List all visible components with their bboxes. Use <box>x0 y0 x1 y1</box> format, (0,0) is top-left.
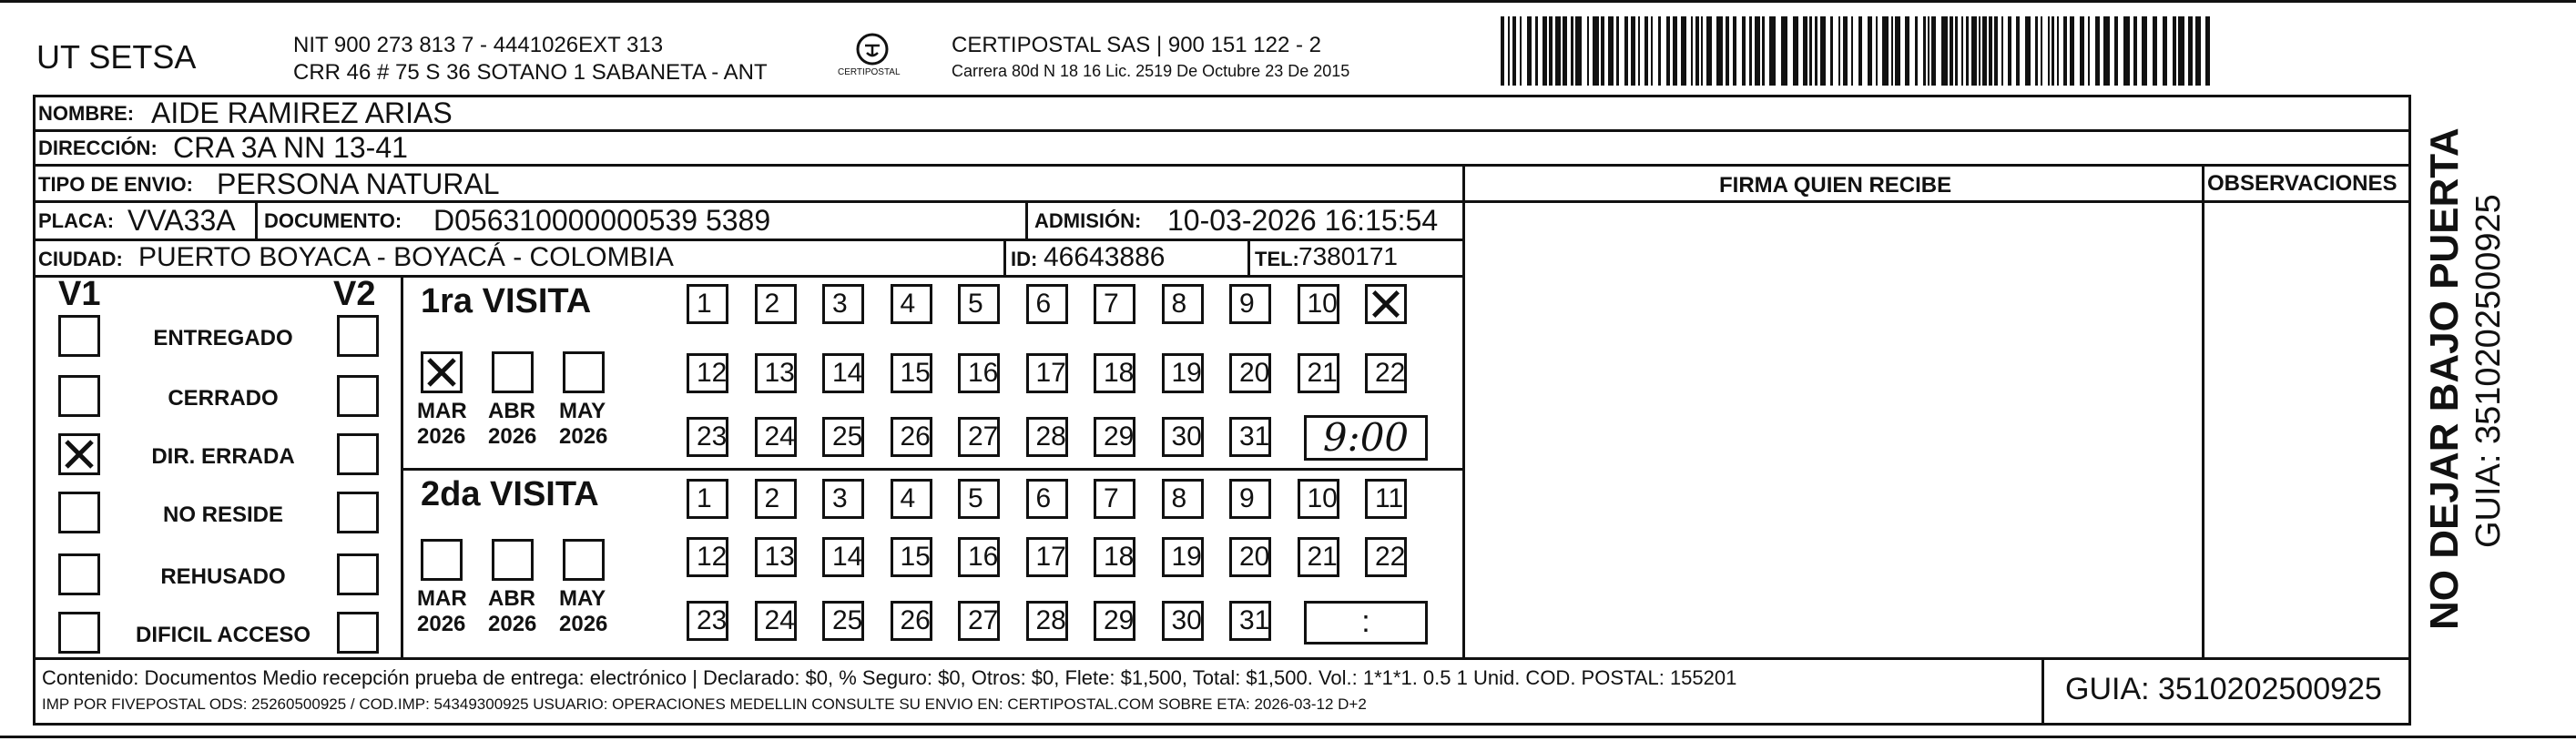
barcode-bar <box>1549 16 1553 86</box>
barcode-bar <box>1950 16 1953 86</box>
month-label: MAY <box>559 399 606 423</box>
certipostal-name: CERTIPOSTAL SAS | 900 151 122 - 2 <box>952 33 1321 57</box>
day-box[interactable]: 24 <box>755 417 797 457</box>
barcode-bar <box>2114 16 2118 86</box>
day-box[interactable]: 7 <box>1094 479 1135 519</box>
barcode-bar <box>2080 16 2084 86</box>
v1-checkbox[interactable] <box>58 553 100 595</box>
v1-header: V1 <box>58 275 101 313</box>
barcode-bar <box>1961 16 1963 86</box>
barcode-bar <box>1601 16 1604 86</box>
v2-header: V2 <box>333 275 376 313</box>
status-label: ENTREGADO <box>153 326 293 350</box>
barcode-bar <box>1691 16 1693 86</box>
day-box[interactable]: 23 <box>687 417 728 457</box>
barcode-bar <box>2057 16 2059 86</box>
col-line <box>2041 657 2044 726</box>
year-label: 2026 <box>417 612 466 636</box>
barcode-bar <box>1631 16 1635 86</box>
barcode-bar <box>1971 16 1977 86</box>
company-nit: NIT 900 273 813 7 - 4441026EXT 313 <box>293 33 664 57</box>
barcode-bar <box>1868 16 1872 86</box>
day-box[interactable]: 12 <box>687 537 728 577</box>
bottom-border <box>0 736 2576 738</box>
time-box[interactable]: 9:00 <box>1304 415 1428 461</box>
day-box[interactable]: 13 <box>755 353 797 393</box>
day-box[interactable]: 15 <box>891 353 932 393</box>
barcode-bar <box>1769 16 1776 86</box>
barcode-bar <box>1706 16 1712 86</box>
barcode-bar <box>1726 16 1729 86</box>
day-box[interactable]: 12 <box>687 353 728 393</box>
day-box[interactable]: 29 <box>1094 417 1135 457</box>
day-box[interactable]: 5 <box>958 284 1000 324</box>
barcode-bar <box>1803 16 1807 86</box>
day-box[interactable]: 27 <box>958 417 1000 457</box>
recipient-address: CRA 3A NN 13-41 <box>173 131 408 164</box>
day-box[interactable]: 2 <box>755 479 797 519</box>
v1-checkbox[interactable] <box>58 492 100 533</box>
day-box[interactable]: 30 <box>1162 601 1204 641</box>
barcode-bar <box>1762 16 1765 86</box>
barcode-bar <box>2205 16 2210 86</box>
imp-line: IMP POR FIVEPOSTAL ODS: 25260500925 / COD.IMP: 54349300925 USUARIO: OPERACIONES MEDELLIN CONSULTE SU ENVIO EN: CERTIPOSTAL.COM SOBRE ETA: 2026-03-12 D+2 <box>42 695 1367 713</box>
day-box[interactable]: 21 <box>1298 537 1339 577</box>
row-line <box>33 657 2411 660</box>
barcode-bar <box>2095 16 2100 86</box>
row-line <box>33 275 1464 278</box>
day-box[interactable]: 17 <box>1026 537 1068 577</box>
barcode-bar <box>1543 16 1547 86</box>
barcode-bar <box>1966 16 1969 86</box>
day-box[interactable]: 7 <box>1094 284 1135 324</box>
day-box[interactable]: 23 <box>687 601 728 641</box>
barcode-bar <box>1681 16 1686 86</box>
barcode-bar <box>1638 16 1640 86</box>
month-checkbox[interactable] <box>563 539 605 581</box>
barcode-bar <box>1651 16 1653 86</box>
day-box[interactable]: 27 <box>958 601 1000 641</box>
day-box[interactable]: 25 <box>822 417 864 457</box>
company-name: UT SETSA <box>36 38 197 76</box>
barcode-bar <box>2008 16 2011 86</box>
status-label: DIFICIL ACCESO <box>135 623 311 647</box>
col-line <box>255 202 258 239</box>
barcode-bar <box>1624 16 1628 86</box>
barcode-bar <box>1501 16 1504 86</box>
side-guia: GUIA: 3510202500925 <box>2469 194 2508 548</box>
send-type-label: TIPO DE ENVIO: <box>38 173 193 196</box>
barcode-bar <box>1979 16 1980 86</box>
x-mark-icon <box>423 354 460 391</box>
barcode-bar <box>1843 16 1848 86</box>
day-box[interactable]: 17 <box>1026 353 1068 393</box>
barcode-bar <box>1830 16 1833 86</box>
barcode-bar <box>1931 16 1936 86</box>
day-box[interactable]: 19 <box>1162 353 1204 393</box>
barcode-bar <box>1658 16 1661 86</box>
row-line <box>401 468 1464 471</box>
barcode-bar <box>1994 16 1998 86</box>
day-box[interactable]: 30 <box>1162 417 1204 457</box>
day-box[interactable]: 10 <box>1298 284 1339 324</box>
month-checkbox[interactable] <box>421 539 463 581</box>
barcode-bar <box>1571 16 1573 86</box>
barcode-bar <box>2052 16 2054 86</box>
day-box-crossed[interactable] <box>1365 284 1407 324</box>
day-box[interactable]: 29 <box>1094 601 1135 641</box>
barcode-bar <box>1701 16 1703 86</box>
year-label: 2026 <box>417 424 466 449</box>
day-box[interactable]: 26 <box>891 417 932 457</box>
barcode-bar <box>1749 16 1752 86</box>
barcode-bar <box>1733 16 1736 86</box>
status-label: DIR. ERRADA <box>151 444 295 469</box>
day-box[interactable]: 10 <box>1298 479 1339 519</box>
day-box[interactable]: 11 <box>1365 479 1407 519</box>
year-label: 2026 <box>559 424 608 449</box>
barcode-bar <box>1838 16 1840 86</box>
month-checkbox[interactable] <box>492 351 534 393</box>
plate-label: PLACA: <box>38 209 115 232</box>
x-mark-icon <box>61 436 97 472</box>
barcode-bar <box>2041 16 2042 86</box>
day-box[interactable]: 16 <box>958 353 1000 393</box>
barcode-bar <box>1793 16 1798 86</box>
footer-guia: GUIA: 3510202500925 <box>2065 672 2382 706</box>
barcode-bar <box>1593 16 1599 86</box>
top-border <box>0 0 2576 3</box>
col-line <box>1003 240 1006 275</box>
document-value: D056310000000539 5389 <box>433 204 771 237</box>
day-box[interactable]: 14 <box>822 537 864 577</box>
col-line <box>1025 202 1028 239</box>
v2-checkbox[interactable] <box>337 492 379 533</box>
col-line <box>401 275 403 657</box>
day-box[interactable]: 1 <box>687 284 728 324</box>
barcode-bar <box>1512 16 1516 86</box>
day-box[interactable]: 3 <box>822 284 864 324</box>
barcode-bar <box>2070 16 2074 86</box>
col-line <box>2202 166 2204 658</box>
month-checkbox[interactable] <box>563 351 605 393</box>
day-box[interactable]: 25 <box>822 601 864 641</box>
barcode-bar <box>1809 16 1812 86</box>
barcode-bar <box>2063 16 2067 86</box>
barcode-bar <box>1858 16 1862 86</box>
barcode-bar <box>2035 16 2038 86</box>
barcode-bar <box>2133 16 2137 86</box>
barcode-bar <box>1895 16 1900 86</box>
observations-header: OBSERVACIONES <box>2207 171 2398 196</box>
certipostal-logo <box>836 31 909 86</box>
barcode-bar <box>2088 16 2090 86</box>
recipient-name: AIDE RAMIREZ ARIAS <box>151 96 453 129</box>
barcode-bar <box>1915 16 1918 86</box>
v1-checkbox[interactable] <box>58 433 100 475</box>
barcode-bar <box>2178 16 2184 86</box>
v1-checkbox[interactable] <box>58 612 100 654</box>
day-box[interactable]: 28 <box>1026 601 1068 641</box>
day-box[interactable]: 14 <box>822 353 864 393</box>
day-box[interactable]: 6 <box>1026 479 1068 519</box>
barcode-bar <box>1820 16 1826 86</box>
content-line: Contenido: Documentos Medio recepción prueba de entrega: electrónico | Declarado: $0, % Seguro: $0, Otros: $0, Flete: $1,500, Total: $1,500. Vol.: 1*1*1. 0.5 1 Unid. COD. POSTAL: 155201 <box>42 666 1737 689</box>
barcode-bar <box>1563 16 1567 86</box>
barcode-bar <box>1673 16 1677 86</box>
v2-checkbox[interactable] <box>337 553 379 595</box>
send-type: PERSONA NATURAL <box>217 167 500 200</box>
barcode-bar <box>1608 16 1614 86</box>
day-box[interactable]: 18 <box>1094 353 1135 393</box>
barcode-bar <box>2153 16 2157 86</box>
tel-value: 7380171 <box>1298 242 1399 270</box>
v2-checkbox[interactable] <box>337 433 379 475</box>
barcode-bar <box>1905 16 1909 86</box>
tel-label: TEL: <box>1255 248 1299 270</box>
status-label: CERRADO <box>168 386 279 411</box>
barcode-bar <box>1742 16 1746 86</box>
day-box[interactable]: 8 <box>1162 479 1204 519</box>
second-visit-title: 2da VISITA <box>421 475 599 513</box>
day-box[interactable]: 9 <box>1229 284 1271 324</box>
admission-label: ADMISIÓN: <box>1034 209 1142 232</box>
barcode-bar <box>2048 16 2050 86</box>
month-label: MAR <box>417 399 467 423</box>
city-label: CIUDAD: <box>38 248 123 270</box>
side-warning: NO DEJAR BAJO PUERTA <box>2422 127 2467 630</box>
day-box[interactable]: 20 <box>1229 537 1271 577</box>
barcode-bar <box>2163 16 2167 86</box>
day-box[interactable]: 2 <box>755 284 797 324</box>
day-box[interactable]: 24 <box>755 601 797 641</box>
time-box[interactable]: : <box>1304 601 1428 645</box>
id-label: ID: <box>1011 248 1038 270</box>
barcode-bar <box>1982 16 1987 86</box>
v2-checkbox[interactable] <box>337 612 379 654</box>
barcode-bar <box>1781 16 1787 86</box>
logo-caption: CERTIPOSTAL <box>838 67 901 77</box>
barcode-bar <box>1508 16 1510 86</box>
barcode-bar <box>1989 16 1992 86</box>
barcode-bar <box>2188 16 2193 86</box>
barcode-bar <box>2173 16 2176 86</box>
city-value: PUERTO BOYACA - BOYACÁ - COLOMBIA <box>138 242 674 272</box>
day-box[interactable]: 4 <box>891 284 932 324</box>
v2-checkbox[interactable] <box>337 375 379 417</box>
certipostal-license: Carrera 80d N 18 16 Lic. 2519 De Octubre 23 De 2015 <box>952 62 1350 80</box>
day-box[interactable]: 8 <box>1162 284 1204 324</box>
year-label: 2026 <box>488 424 537 449</box>
barcode-bar <box>2016 16 2020 86</box>
barcode-bar <box>1955 16 1958 86</box>
barcode-bar <box>1941 16 1948 86</box>
admission-value: 10-03-2026 16:15:54 <box>1167 204 1439 237</box>
day-box[interactable]: 20 <box>1229 353 1271 393</box>
barcode-bar <box>1882 16 1889 86</box>
name-label: NOMBRE: <box>38 102 135 125</box>
barcode-bar <box>2195 16 2201 86</box>
x-mark-icon <box>1368 287 1404 321</box>
year-label: 2026 <box>559 612 608 636</box>
v1-checkbox[interactable] <box>58 375 100 417</box>
col-line <box>1462 166 1465 658</box>
barcode-bar <box>1851 16 1853 86</box>
id-value: 46643886 <box>1044 242 1166 272</box>
barcode-bar <box>1587 16 1589 86</box>
month-label: MAY <box>559 586 606 611</box>
v2-checkbox[interactable] <box>337 315 379 357</box>
day-box[interactable]: 6 <box>1026 284 1068 324</box>
barcode-bar <box>2142 16 2147 86</box>
day-box[interactable]: 21 <box>1298 353 1339 393</box>
v1-checkbox[interactable] <box>58 315 100 357</box>
barcode-bar <box>1928 16 1929 86</box>
barcode-bar <box>1616 16 1619 86</box>
signature-header: FIRMA QUIEN RECIBE <box>1719 173 1952 198</box>
day-box[interactable]: 28 <box>1026 417 1068 457</box>
status-label: NO RESIDE <box>162 502 284 527</box>
month-label: ABR <box>488 399 535 423</box>
plate-value: VVA33A <box>127 204 236 237</box>
barcode-bar <box>1716 16 1723 86</box>
year-label: 2026 <box>488 612 537 636</box>
day-box[interactable]: 15 <box>891 537 932 577</box>
day-box[interactable]: 31 <box>1229 601 1271 641</box>
month-label: ABR <box>488 586 535 611</box>
day-box[interactable]: 4 <box>891 479 932 519</box>
company-address: CRR 46 # 75 S 36 SOTANO 1 SABANETA - ANT <box>293 60 768 85</box>
barcode-bar <box>1520 16 1522 86</box>
month-checkbox[interactable] <box>421 351 463 393</box>
barcode-bar <box>2001 16 2003 86</box>
day-box[interactable]: 22 <box>1365 537 1407 577</box>
address-label: DIRECCIÓN: <box>38 137 158 159</box>
document-label: DOCUMENTO: <box>264 209 402 232</box>
day-box[interactable]: 16 <box>958 537 1000 577</box>
month-checkbox[interactable] <box>492 539 534 581</box>
day-box[interactable]: 22 <box>1365 353 1407 393</box>
first-visit-title: 1ra VISITA <box>421 282 592 320</box>
barcode-bar <box>1666 16 1670 86</box>
day-box[interactable]: 18 <box>1094 537 1135 577</box>
day-box[interactable]: 13 <box>755 537 797 577</box>
barcode-bar <box>1644 16 1648 86</box>
month-label: MAR <box>417 586 467 611</box>
day-box[interactable]: 31 <box>1229 417 1271 457</box>
barcode-bar <box>1535 16 1538 86</box>
status-label: REHUSADO <box>160 564 286 589</box>
barcode-bar <box>1923 16 1926 86</box>
barcode-bar <box>1527 16 1532 86</box>
barcode-bar <box>2025 16 2031 86</box>
barcode-bar <box>1755 16 1760 86</box>
barcode-bar <box>1555 16 1561 86</box>
day-box[interactable]: 3 <box>822 479 864 519</box>
barcode-bar <box>1695 16 1699 86</box>
barcode-bar <box>2123 16 2130 86</box>
day-box[interactable]: 1 <box>687 479 728 519</box>
barcode-bar <box>1575 16 1582 86</box>
day-box[interactable]: 9 <box>1229 479 1271 519</box>
day-box[interactable]: 5 <box>958 479 1000 519</box>
day-box[interactable]: 26 <box>891 601 932 641</box>
barcode-bar <box>2103 16 2110 86</box>
barcode-bar <box>1876 16 1878 86</box>
barcode-bar <box>1815 16 1817 86</box>
barcode <box>1501 16 2229 87</box>
barcode-bar <box>1891 16 1893 86</box>
day-box[interactable]: 19 <box>1162 537 1204 577</box>
col-line <box>1247 240 1250 275</box>
